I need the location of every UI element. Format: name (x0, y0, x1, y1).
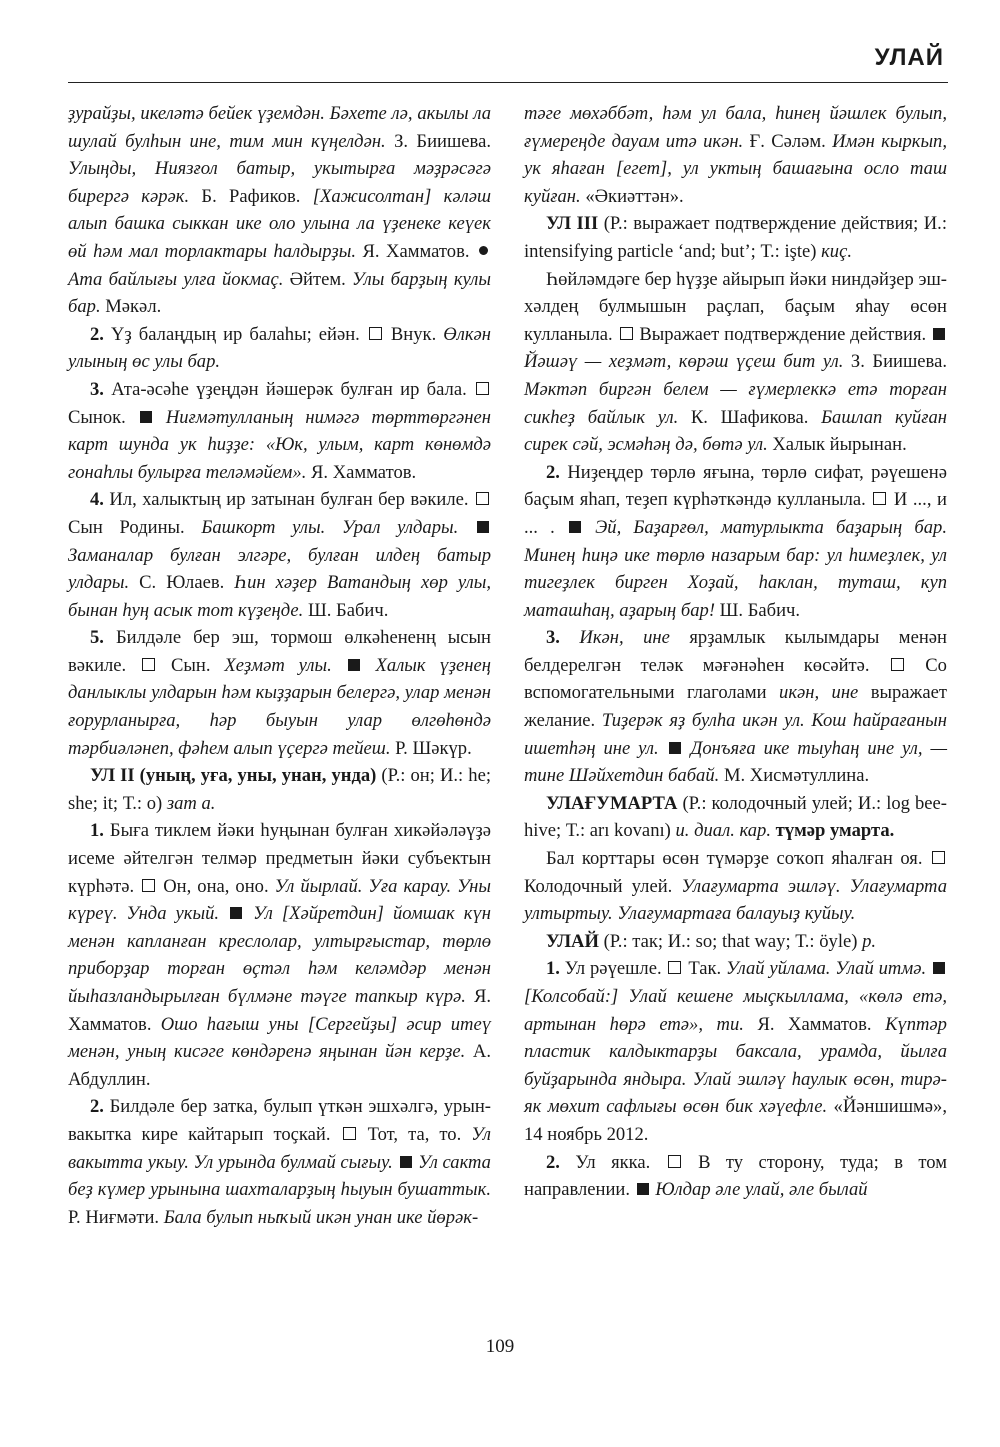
sense-paragraph (68, 376, 491, 486)
headword: УЛ III (546, 213, 599, 235)
example-text: Тиҙерәк яҙ булһа икән ул. Кош һайрағанын ишетһәң ине ул. (524, 710, 947, 759)
example-text: Ата байлығы улға йокмаç. (68, 268, 284, 290)
example-text: Икән, ине (579, 627, 670, 649)
equivalents: (Р.: он; И.: he; she; it; Т.: o) (68, 765, 491, 814)
sense-paragraph (524, 955, 947, 1148)
example-text: Ул йырлай. Уға карау. Уны күреү. Унда укый. (68, 875, 491, 925)
part-of-speech: киç. (821, 240, 853, 262)
translation: Он, она, оно. (157, 875, 275, 897)
citation: «Әкиәттән». (580, 185, 684, 207)
part-of-speech: р. (862, 930, 877, 952)
white-square-icon (476, 492, 489, 505)
sense-number: 2. (90, 323, 104, 345)
example-text: тәге мөхәббәт, һәм ул бала, һинең йәшлек булып, ғүмереңде дауам итә икән. (524, 103, 947, 152)
black-square-icon (637, 1183, 649, 1195)
example-text: Халык үҙенең данлыклы улдарын һәм кыҙҙарын белергә, улар менән ғорурланырға, һәр быуын улар өлгөһөндә тәрбиәләнеп, фәһем алып үҫергә тейеш. (68, 654, 491, 759)
entry-paragraph (524, 100, 947, 210)
black-square-icon (477, 521, 489, 533)
citation: Әйтем. (283, 268, 353, 290)
example-text: Эй, Баҙарғөл, матурлыкта баҙарың бар. Минең һиңә ике төрлө назарым бар: ул һимеҙлек, ул тигеҙлек бирген Хоҙай, һаклан, туташ, куп маташһаң, аҙарың бар! (524, 516, 948, 621)
definition: Быға тиклем йәки һуңынан булған хикәйәләүҙә исеме әйтелгән телмәр предметын йәки субъектын күрһәтә. (68, 820, 491, 897)
citation: «Йәншишмә», 14 ноябрь 2012. (524, 1096, 947, 1145)
definition: ярҙамлык кылымдары менән белдерелгән теләк мәғәнәһен көсәйтә. (524, 627, 947, 676)
example-text: икән, ине (779, 682, 859, 704)
sense-paragraph (68, 624, 491, 762)
equivalents: (Р.: колодочный улей; И.: log bee-hive; Т.: arı kovanı) (524, 792, 947, 842)
translation: выражает желание. (524, 682, 947, 732)
translation: Выражает подтверждение действия. (634, 323, 931, 345)
definition: Ул рәүешле. (559, 958, 667, 980)
translation: Колодочный улей. (524, 875, 682, 897)
black-square-icon (933, 328, 945, 340)
equivalents: (Р.: выражает подтверждение действия; И.: intensifying particle ‘and; but’; Т.: işte) (524, 213, 947, 262)
white-square-icon (891, 658, 904, 671)
sense-number: 1. (546, 958, 560, 980)
header-rule (68, 82, 948, 83)
definition: Һөйләмдәге бер һүҙҙе айырып йәки ниндәйҙер эш-хәлдең булмышын раçлап, баçым яһау өсөн кулланыла. (524, 268, 947, 345)
citation: Я. Хамматов. (743, 1013, 886, 1035)
definition: Билдәле бер эш, тормош өлкәһененң ысын вәкиле. (68, 627, 491, 676)
sense-number: 4. (90, 489, 104, 511)
example-text: Ул [Хәйретдин] йомшак күн менән капланған креслолар, ултырғыстар, төрлө приборҙар торған өҫтәл һәм келәмдәр менән йыһазландырылған бүлмәне тәүге тапкыр күрә. (68, 903, 491, 1007)
headword: УЛАҒУМАРТА (546, 792, 678, 814)
example-text: Хеҙмәт улы. (224, 654, 332, 676)
sense-paragraph (524, 266, 947, 459)
black-square-icon (230, 907, 242, 919)
right-column (524, 100, 947, 1204)
example-text: Бала булып ныҡый икән унан ике йөрәк- (163, 1206, 479, 1228)
sense-number: 3. (546, 627, 560, 649)
running-head: УЛАЙ (874, 44, 944, 71)
white-square-icon (620, 327, 633, 340)
example-text: Ниғмәтулланың нимәгә төрттөргәнен карт шунда ук һиҙҙе: «Юк, улым, карт көнөмдә гонаһлы булырға теләмәйем». (68, 406, 491, 483)
citation: Б. Рафиков. (189, 185, 313, 207)
headword: УЛ II (уның, уға, уны, унан, унда) (90, 765, 377, 787)
example-text: Ошо һағыш уны [Сергейҙы] әсир итеү менән, уның кисәге көндәренә яңынан йән керҙе. (68, 1013, 491, 1063)
translation: Так. (683, 958, 727, 980)
example-text: Заманалар булған элгәре, булған илдең батыр улдары. (68, 544, 491, 594)
sense-paragraph (524, 459, 947, 625)
citation: Р. Ниғмәти. (68, 1206, 164, 1228)
white-square-icon (142, 879, 155, 892)
example-text: Йәшәү — хеҙмәт, көрәш үҫеш бит ул. (524, 351, 844, 373)
example-text: Һин хәҙер Ватандың хөр улы, бынан һуң асык тот күҙеңде. (68, 572, 491, 621)
translation: Внук. (383, 323, 444, 345)
citation: М. Хисмәтуллина. (719, 765, 870, 787)
part-of-speech: зат а. (166, 792, 216, 814)
definition: Үҙ балаңдың ир балаһы; ейән. (103, 323, 367, 345)
citation: Мәкәл. (100, 296, 162, 318)
citation: Ғ. Сәләм. (743, 130, 833, 152)
headword: УЛАЙ (546, 930, 599, 952)
black-square-icon (400, 1156, 412, 1168)
black-square-icon (933, 962, 945, 974)
example-text: Башлап куйған сирек сәй, эсмәһәң дә, бөтә ул. (524, 406, 948, 456)
citation: Халык йырынан. (767, 434, 907, 456)
sense-number: 2. (90, 1096, 104, 1118)
black-square-icon (569, 521, 581, 533)
entry-headline (524, 790, 947, 845)
citation: Я. Хамматов. (356, 240, 476, 262)
example-text: Ул сакта беҙ күмер урынына шахталарҙың һыуын бушаттык. (68, 1151, 491, 1201)
definition: Ул якка. (559, 1151, 666, 1173)
example-text: Донъяға ике тыуһаң ине ул, — тине Шәйхетдин бабай. (524, 737, 947, 787)
example-text: Өлкән улының өс улы бар. (68, 323, 491, 373)
citation: С. Юлаев. (129, 572, 235, 594)
example-text: Улы барҙың кулы бар. (68, 268, 491, 318)
white-square-icon (873, 492, 886, 505)
page-number: 109 (485, 1336, 515, 1357)
black-square-icon (348, 659, 360, 671)
definition: Ата-әсәһе үҙеңдән йәшерәк булған ир бала. (103, 378, 474, 400)
sense-number: 2. (546, 1151, 560, 1173)
entry-headline (68, 762, 491, 817)
translation: Сынок. (68, 406, 138, 428)
citation: Р. Шәкүр. (390, 737, 472, 759)
example-text: Башкорт улы. Урал улдары. (201, 516, 459, 538)
example-text: Улай уйлама. Улай итмә. (726, 958, 927, 980)
entry-paragraph (68, 100, 491, 321)
sense-number: 5. (90, 627, 104, 649)
translation: В ту сторону, туда; в том направлении. (524, 1151, 947, 1201)
citation: К. Шафикова. (678, 406, 822, 428)
black-square-icon (140, 411, 152, 423)
translation: Сын Родины. (68, 516, 202, 538)
bullet-icon (479, 246, 488, 255)
citation: Я. Хамматов. (306, 461, 417, 483)
white-square-icon (142, 658, 155, 671)
black-square-icon (669, 742, 681, 754)
sense-number: 3. (90, 378, 104, 400)
citation: З. Биишева. (843, 351, 947, 373)
definition: Ил, халыктың ир затынан булған бер вәкиле. (103, 489, 474, 511)
citation: Я. Хамматов. (68, 986, 492, 1035)
sense-paragraph (68, 1093, 491, 1231)
sense-number: 1. (90, 820, 104, 842)
sense-number: 2. (546, 461, 560, 483)
example-text: Мәктәп биргән белем — ғүмерлеккә етә торған сикһеҙ байлык ул. (524, 378, 947, 428)
example-text: Күптәр пластик калдыктарҙы баксала, урамда, йылға буйҙарында яндыра. Улай эшләү һаулык өсөн, тирә-як мөхит сафлығы өсөн бик хәүефле. (524, 1013, 947, 1118)
definition: Бал корттары өсөн түмәрҙе соҡоп яһалған оя. (546, 848, 930, 870)
citation: А. Абдуллин. (68, 1041, 491, 1090)
citation: З. Биишева. (385, 130, 491, 152)
sense-paragraph (68, 817, 491, 1093)
white-square-icon (932, 851, 945, 864)
white-square-icon (668, 961, 681, 974)
sense-paragraph (68, 486, 491, 624)
translation: И ..., и ... . (524, 489, 947, 538)
translation: Сын. (157, 654, 225, 676)
left-column (68, 100, 491, 1231)
white-square-icon (476, 382, 489, 395)
white-square-icon (343, 1127, 356, 1140)
example-text: Юлдар әле улай, әле былай (655, 1179, 868, 1201)
citation: Ш. Бабич. (715, 599, 801, 621)
equivalents: (Р.: так; И.: so; that way; Т.: öyle) (598, 930, 863, 952)
cross-reference: түмәр умарта. (775, 820, 895, 842)
entry-headline (524, 928, 947, 956)
example-text: ҙурайҙы, икеләтә бейек үҙемдән. Бәхете лә, акылы ла шулай булһын ине, тим мин күңелдән. (68, 103, 491, 152)
part-of-speech: и. диал. кар. (675, 820, 771, 842)
sense-paragraph (524, 845, 947, 928)
definition: Билдәле бер затка, булып үткән эшхәлгә, урын-вакытка кире кайтарып тоҫкай. (68, 1096, 491, 1145)
sense-paragraph (524, 1149, 947, 1204)
example-text: [Колсобай:] Улай кешене мыçкыллама, «көлә етә, артынан һөрә етә», ти. (524, 986, 947, 1035)
translation: Со вспомогательными глаголами (524, 654, 947, 704)
example-text: Ул вакытта укыу. Ул урында булмай сығыу. (68, 1123, 491, 1173)
sense-paragraph (524, 624, 947, 790)
example-text: [Хажисолтан] кәләш алып башка сыккан ике оло улына ла үҙенеке кеүек өй һәм мал торлактары һалдырҙы. (68, 185, 491, 262)
example-text: Улыңды, Ниязғол батыр, укытырға мәҙрәсәгә бирергә кәрәк. (68, 158, 491, 207)
white-square-icon (369, 327, 382, 340)
citation: Ш. Бабич. (303, 599, 389, 621)
sense-paragraph (68, 321, 491, 376)
example-text: Имән кыркып, ук яһаған [егет], ул уктың башағына осло таш куйған. (524, 130, 948, 207)
definition: Ниҙеңдер төрлө яғына, төрлө сифат, рәүешенә баçым яһап, теҙеп күрһәткәндә кулланыла. (524, 461, 947, 511)
white-square-icon (668, 1155, 681, 1168)
example-text: Улағумарта эшләү. Улағумарта ултыртыу. Улағумартаға балауыҙ куйыу. (524, 875, 947, 925)
entry-headline (524, 210, 947, 265)
translation: Тот, та, то. (357, 1123, 472, 1145)
